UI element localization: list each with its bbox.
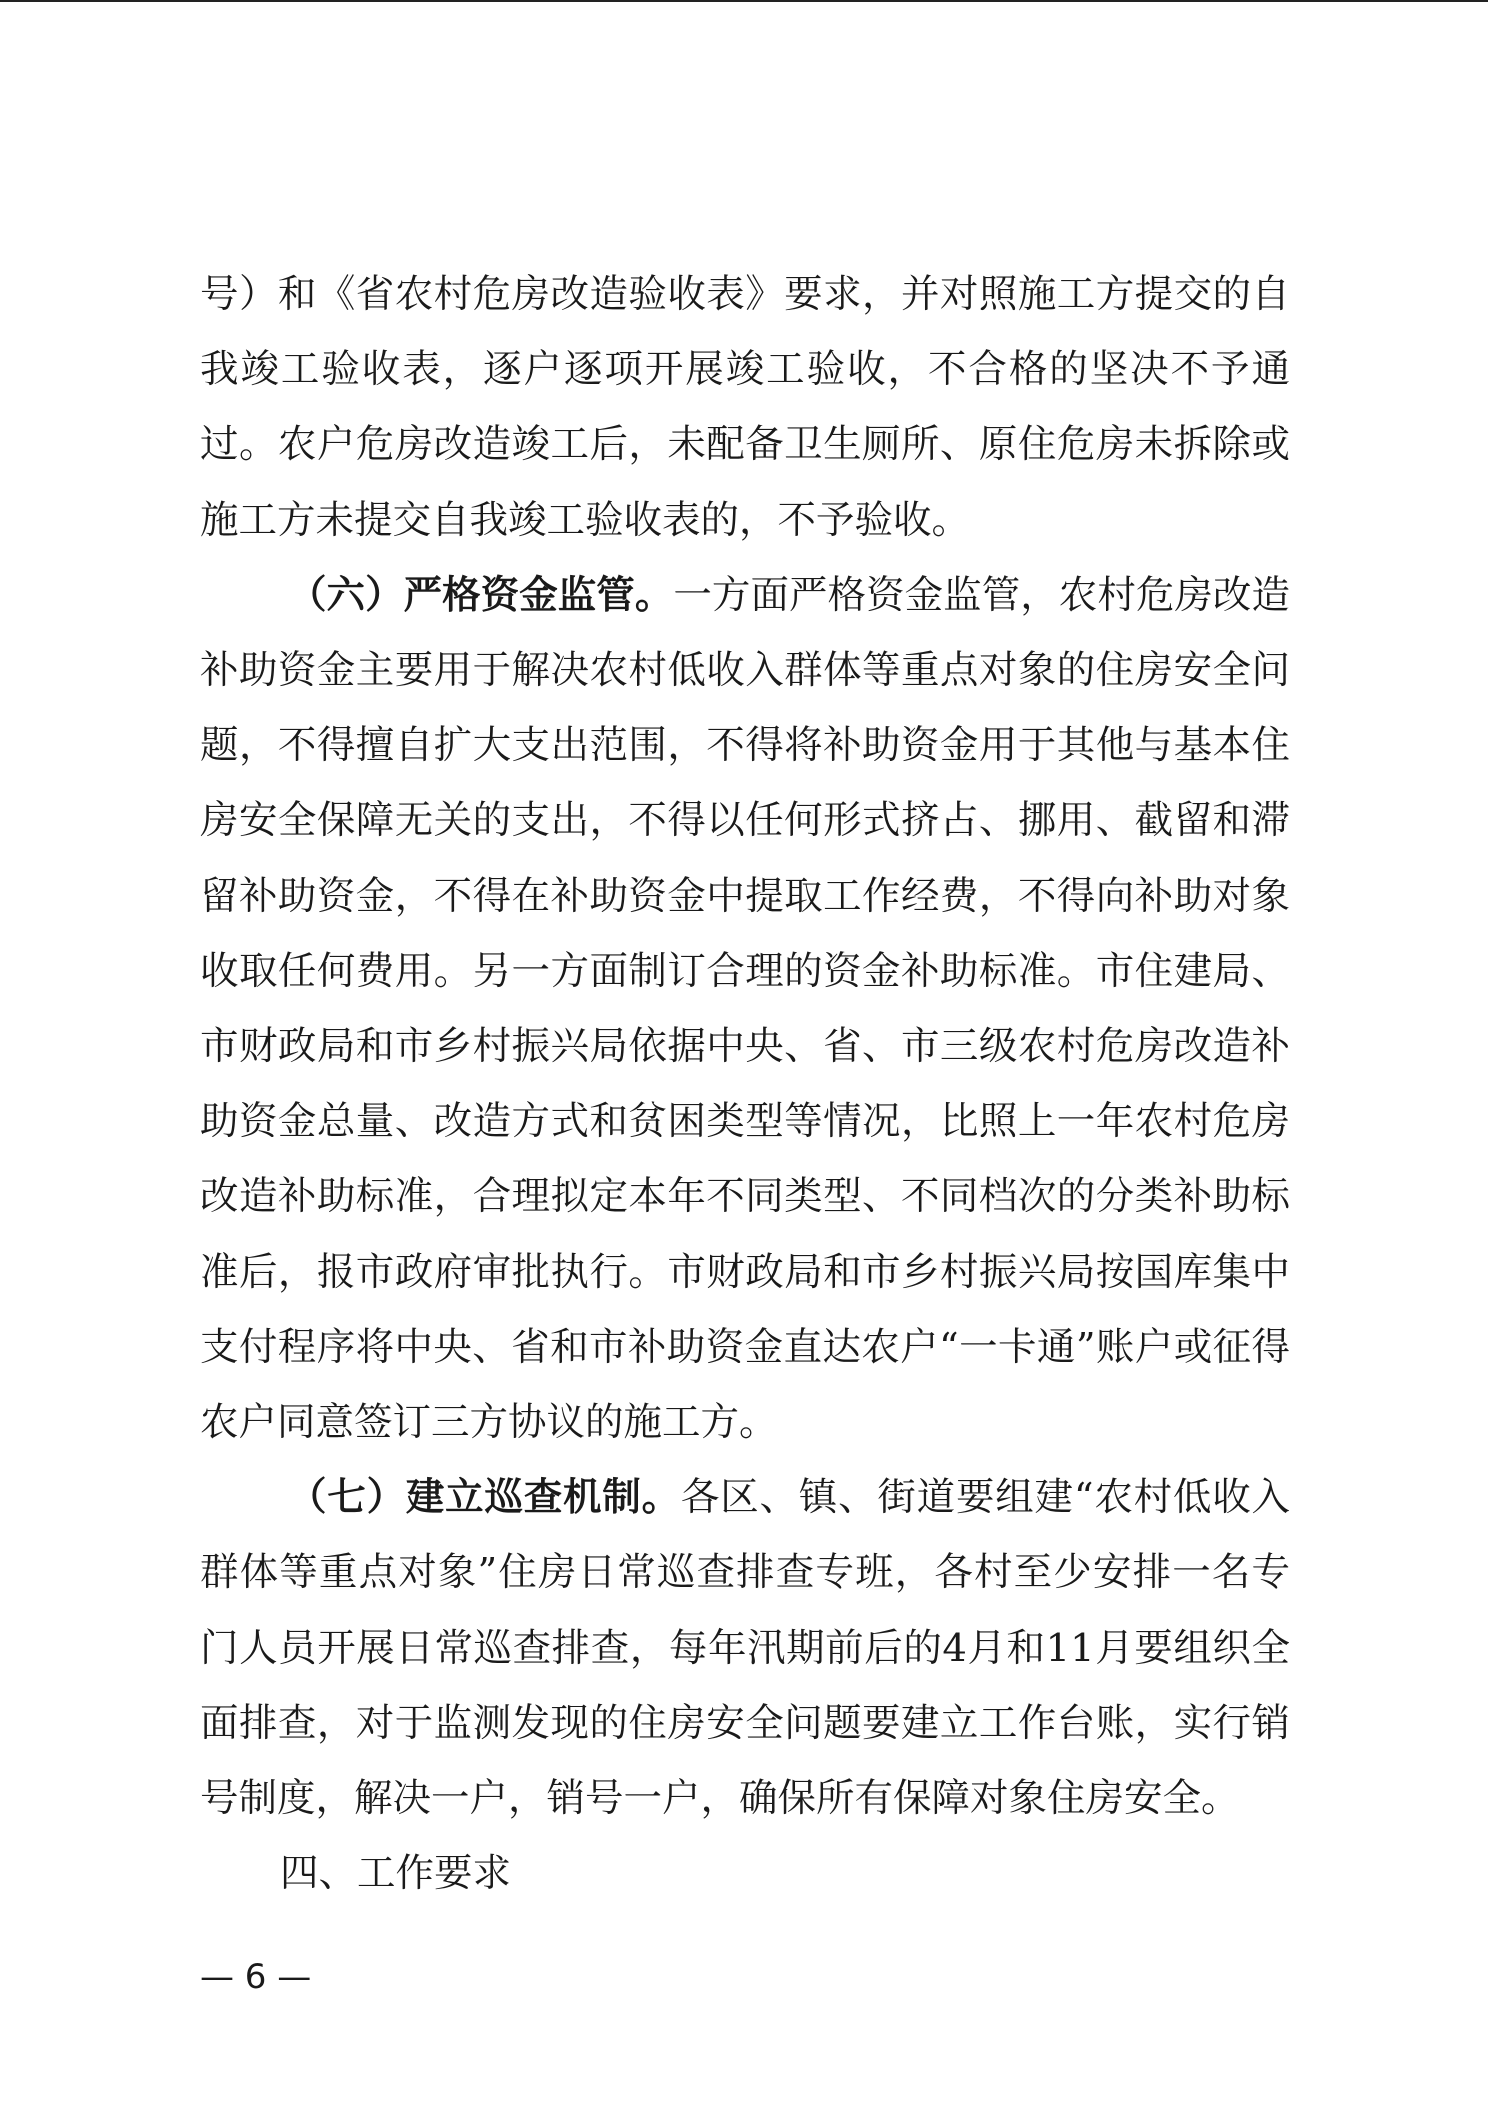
paragraph-text: 号）和《省农村危房改造验收表》要求，并对照施工方提交的自我竣工验收表，逐户逐项开展竣工验收，不合格的坚决不予通过。农户危房改造竣工后，未配备卫生厕所、原住危房未拆除或施工方未提交自我竣工验收表的，不予验收。	[200, 272, 1290, 543]
paragraph-text: 各区、镇、街道要组建“农村低收入群体等重点对象”住房日常巡查排查专班，各村至少安排一名专门人员开展日常巡查排查，每年汛期前后的4月和11月要组织全面排查，对于监测发现的住房安全问题要建立工作台账，实行销号制度，解决一户，销号一户，确保所有保障对象住房安全。	[200, 1475, 1290, 1822]
top-border-line	[0, 0, 1488, 2]
paragraph-fund-supervision	[200, 558, 1290, 1460]
paragraph-text: 一方面严格资金监管，农村危房改造补助资金主要用于解决农村低收入群体等重点对象的住房安全问题，不得擅自扩大支出范围，不得将补助资金用于其他与基本住房安全保障无关的支出，不得以任何形式挤占、挪用、截留和滞留补助资金，不得在补助资金中提取工作经费，不得向补助对象收取任何费用。另一方面制订合理的资金补助标准。市住建局、市财政局和市乡村振兴局依据中央、省、市三级农村危房改造补助资金总量、改造方式和贫困类型等情况，比照上一年农村危房改造补助标准，合理拟定本年不同类型、不同档次的分类补助标准后，报市政府审批执行。市财政局和市乡村振兴局按国库集中支付程序将中央、省和市补助资金直达农户“一卡通”账户或征得农户同意签订三方协议的施工方。	[200, 572, 1290, 1446]
paragraph-inspection-mechanism	[200, 1460, 1290, 1836]
section-heading: 四、工作要求	[280, 1851, 512, 1897]
paragraph-acceptance	[200, 257, 1290, 558]
paragraph-heading: （六）严格资金监管。	[288, 572, 674, 618]
paragraph-heading: （七）建立巡查机制。	[288, 1475, 681, 1521]
document-body	[200, 257, 1290, 1911]
page-number: — 6 —	[200, 1957, 312, 1997]
